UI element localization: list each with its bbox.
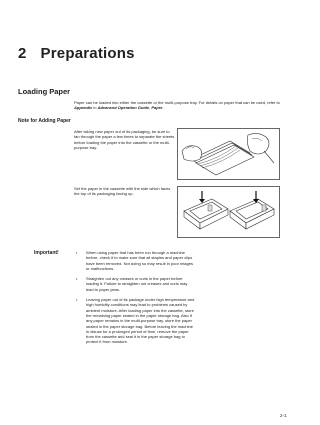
important-item-staples [76, 250, 196, 271]
bullet-marker: • [76, 250, 78, 255]
intro-paragraph [74, 100, 284, 111]
cassette-loading-illustration [177, 186, 280, 238]
intro-end: . [162, 105, 164, 111]
important-item-creases [76, 276, 196, 292]
note-step-set-paper: Set the paper in the cassette with the side which faces the top of its packaging facing up. [74, 186, 171, 197]
note-step-fan-paper: After taking new paper out of its packaging, be sure to fan through the paper a few times to separate the sheets before loading the paper into the cassette or the multi-purpose tray. [74, 129, 175, 150]
important-text: Leaving paper out of its package under high temperature and high humidity conditions may lead to problems caused by ambient moisture. After loading paper into the cassette, store the remaining paper sealed in the paper storage bag. Also if any paper remains in the multi-purpose tray, store the paper sealed in the paper storage bag. Before leaving the machine in disuse for a prolonged period of time, remove the paper from the cassette and seal it in the paper storage bag to protect it from moisture. [86, 297, 195, 345]
fanning-paper-illustration [177, 128, 280, 180]
important-text: Straighten out any creases or curls in the paper before loading it. Failure to straighten out creases and curls may lead to paper jams. [86, 276, 188, 292]
important-list [76, 250, 196, 350]
intro-comma: , [149, 105, 152, 111]
important-label: Important! [34, 250, 59, 256]
chapter-number: 2 [18, 45, 27, 62]
bullet-marker: • [76, 276, 78, 282]
fanning-paper-drawing [178, 129, 279, 179]
important-item-moisture [76, 297, 196, 345]
chapter-title: Preparations [40, 45, 135, 62]
section-title: Loading Paper [18, 87, 71, 96]
chapter-heading [18, 45, 135, 62]
intro-connector: in [92, 105, 98, 111]
guide-reference: Advanced Operation Guide [97, 105, 150, 111]
bullet-marker: • [76, 297, 78, 303]
intro-text: Paper can be loaded into either the cassette or the multi-purpose tray. For details on paper that can be used, refer to [74, 100, 280, 105]
cassette-loading-drawing [178, 187, 279, 237]
note-heading: Note for Adding Paper [18, 118, 71, 124]
appendix-reference: Appendix [74, 105, 93, 111]
page-number: 2-1 [280, 413, 287, 418]
paper-reference: Paper [151, 105, 163, 111]
important-text: When using paper that has been run through a machine before, check it to make sure that all staples and paper clips have been removed. Not doing so may result in poor images or malfunctions. [86, 250, 193, 271]
